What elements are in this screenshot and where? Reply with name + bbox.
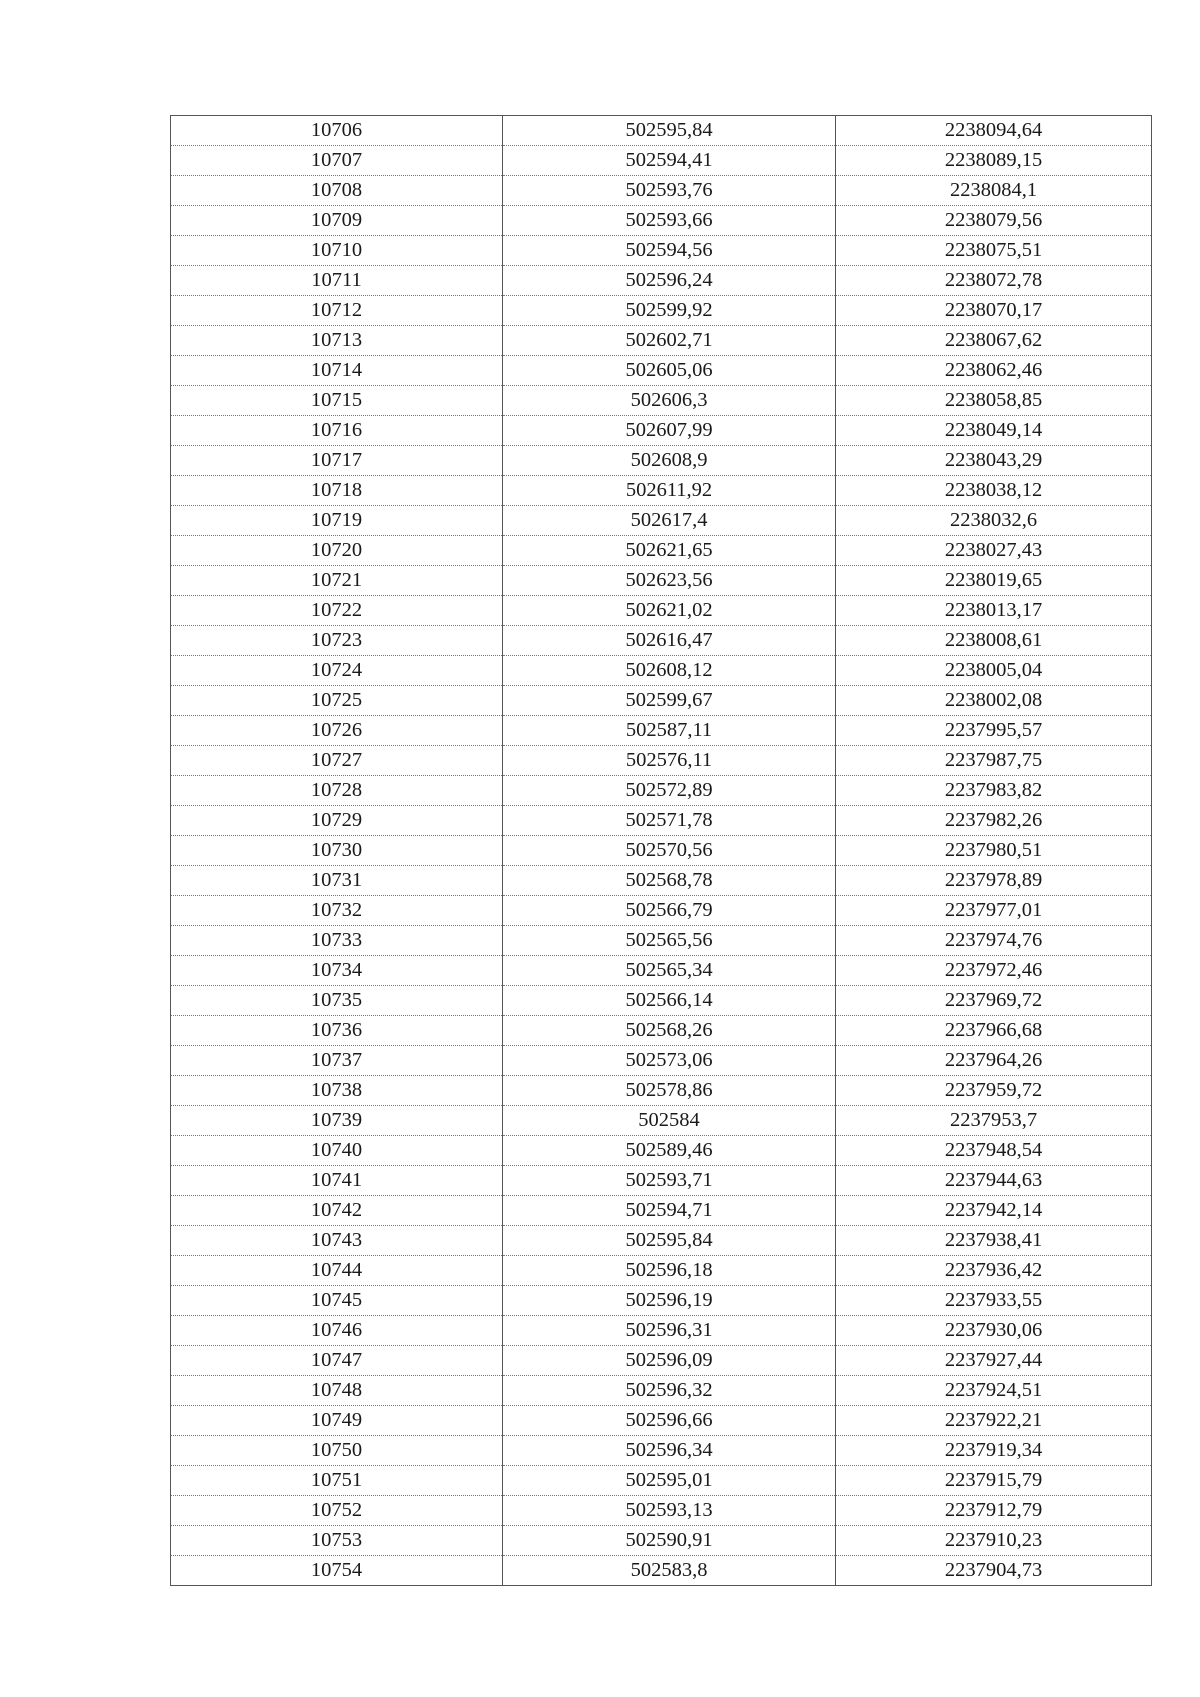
point-number-cell: 10736: [171, 1016, 503, 1046]
y-coordinate-cell: 2238094,64: [836, 116, 1152, 146]
y-coordinate-cell: 2238043,29: [836, 446, 1152, 476]
y-coordinate-cell: 2237938,41: [836, 1226, 1152, 1256]
x-coordinate-cell: 502571,78: [503, 806, 836, 836]
x-coordinate-cell: 502572,89: [503, 776, 836, 806]
point-number-cell: 10717: [171, 446, 503, 476]
y-coordinate-cell: 2238079,56: [836, 206, 1152, 236]
y-coordinate-cell: 2237936,42: [836, 1256, 1152, 1286]
y-coordinate-cell: 2238089,15: [836, 146, 1152, 176]
point-number-cell: 10741: [171, 1166, 503, 1196]
y-coordinate-cell: 2237944,63: [836, 1166, 1152, 1196]
table-row: [171, 1526, 1152, 1556]
table-row: [171, 626, 1152, 656]
table-row: [171, 176, 1152, 206]
x-coordinate-cell: 502596,66: [503, 1406, 836, 1436]
point-number-cell: 10719: [171, 506, 503, 536]
table-row: [171, 1436, 1152, 1466]
table-row: [171, 836, 1152, 866]
y-coordinate-cell: 2237942,14: [836, 1196, 1152, 1226]
point-number-cell: 10751: [171, 1466, 503, 1496]
table-row: [171, 1256, 1152, 1286]
table-row: [171, 1466, 1152, 1496]
point-number-cell: 10735: [171, 986, 503, 1016]
table-row: [171, 1406, 1152, 1436]
y-coordinate-cell: 2237904,73: [836, 1556, 1152, 1586]
table-row: [171, 896, 1152, 926]
y-coordinate-cell: 2238002,08: [836, 686, 1152, 716]
x-coordinate-cell: 502599,67: [503, 686, 836, 716]
x-coordinate-cell: 502578,86: [503, 1076, 836, 1106]
table-row: [171, 866, 1152, 896]
y-coordinate-cell: 2237987,75: [836, 746, 1152, 776]
point-number-cell: 10753: [171, 1526, 503, 1556]
point-number-cell: 10752: [171, 1496, 503, 1526]
x-coordinate-cell: 502573,06: [503, 1046, 836, 1076]
x-coordinate-cell: 502599,92: [503, 296, 836, 326]
table-row: [171, 206, 1152, 236]
y-coordinate-cell: 2237995,57: [836, 716, 1152, 746]
point-number-cell: 10742: [171, 1196, 503, 1226]
table-row: [171, 926, 1152, 956]
coordinates-table-body: [171, 116, 1152, 1586]
x-coordinate-cell: 502595,84: [503, 116, 836, 146]
point-number-cell: 10708: [171, 176, 503, 206]
y-coordinate-cell: 2237953,7: [836, 1106, 1152, 1136]
x-coordinate-cell: 502566,14: [503, 986, 836, 1016]
x-coordinate-cell: 502590,91: [503, 1526, 836, 1556]
y-coordinate-cell: 2237969,72: [836, 986, 1152, 1016]
table-row: [171, 536, 1152, 566]
x-coordinate-cell: 502608,9: [503, 446, 836, 476]
x-coordinate-cell: 502570,56: [503, 836, 836, 866]
x-coordinate-cell: 502596,09: [503, 1346, 836, 1376]
x-coordinate-cell: 502605,06: [503, 356, 836, 386]
table-row: [171, 236, 1152, 266]
point-number-cell: 10747: [171, 1346, 503, 1376]
x-coordinate-cell: 502594,41: [503, 146, 836, 176]
point-number-cell: 10734: [171, 956, 503, 986]
y-coordinate-cell: 2238072,78: [836, 266, 1152, 296]
y-coordinate-cell: 2237930,06: [836, 1316, 1152, 1346]
x-coordinate-cell: 502621,65: [503, 536, 836, 566]
table-row: [171, 416, 1152, 446]
x-coordinate-cell: 502623,56: [503, 566, 836, 596]
table-row: [171, 716, 1152, 746]
point-number-cell: 10715: [171, 386, 503, 416]
y-coordinate-cell: 2237915,79: [836, 1466, 1152, 1496]
table-row: [171, 1166, 1152, 1196]
y-coordinate-cell: 2238019,65: [836, 566, 1152, 596]
x-coordinate-cell: 502593,76: [503, 176, 836, 206]
y-coordinate-cell: 2238084,1: [836, 176, 1152, 206]
x-coordinate-cell: 502596,31: [503, 1316, 836, 1346]
point-number-cell: 10733: [171, 926, 503, 956]
table-row: [171, 566, 1152, 596]
table-row: [171, 446, 1152, 476]
point-number-cell: 10731: [171, 866, 503, 896]
y-coordinate-cell: 2237964,26: [836, 1046, 1152, 1076]
y-coordinate-cell: 2237927,44: [836, 1346, 1152, 1376]
x-coordinate-cell: 502593,71: [503, 1166, 836, 1196]
y-coordinate-cell: 2237972,46: [836, 956, 1152, 986]
point-number-cell: 10727: [171, 746, 503, 776]
table-row: [171, 686, 1152, 716]
y-coordinate-cell: 2237974,76: [836, 926, 1152, 956]
table-row: [171, 746, 1152, 776]
x-coordinate-cell: 502621,02: [503, 596, 836, 626]
y-coordinate-cell: 2238049,14: [836, 416, 1152, 446]
point-number-cell: 10746: [171, 1316, 503, 1346]
point-number-cell: 10710: [171, 236, 503, 266]
point-number-cell: 10728: [171, 776, 503, 806]
table-row: [171, 326, 1152, 356]
point-number-cell: 10723: [171, 626, 503, 656]
table-row: [171, 1196, 1152, 1226]
table-row: [171, 116, 1152, 146]
y-coordinate-cell: 2237924,51: [836, 1376, 1152, 1406]
point-number-cell: 10737: [171, 1046, 503, 1076]
y-coordinate-cell: 2237910,23: [836, 1526, 1152, 1556]
x-coordinate-cell: 502594,56: [503, 236, 836, 266]
table-row: [171, 146, 1152, 176]
table-row: [171, 1106, 1152, 1136]
x-coordinate-cell: 502593,13: [503, 1496, 836, 1526]
y-coordinate-cell: 2237933,55: [836, 1286, 1152, 1316]
table-row: [171, 1076, 1152, 1106]
table-row: [171, 1376, 1152, 1406]
x-coordinate-cell: 502596,32: [503, 1376, 836, 1406]
y-coordinate-cell: 2238062,46: [836, 356, 1152, 386]
y-coordinate-cell: 2238008,61: [836, 626, 1152, 656]
point-number-cell: 10707: [171, 146, 503, 176]
table-row: [171, 956, 1152, 986]
x-coordinate-cell: 502576,11: [503, 746, 836, 776]
table-row: [171, 1046, 1152, 1076]
table-row: [171, 776, 1152, 806]
point-number-cell: 10718: [171, 476, 503, 506]
table-row: [171, 356, 1152, 386]
table-row: [171, 1136, 1152, 1166]
y-coordinate-cell: 2237966,68: [836, 1016, 1152, 1046]
point-number-cell: 10743: [171, 1226, 503, 1256]
point-number-cell: 10709: [171, 206, 503, 236]
x-coordinate-cell: 502568,26: [503, 1016, 836, 1046]
y-coordinate-cell: 2238067,62: [836, 326, 1152, 356]
x-coordinate-cell: 502608,12: [503, 656, 836, 686]
x-coordinate-cell: 502602,71: [503, 326, 836, 356]
x-coordinate-cell: 502583,8: [503, 1556, 836, 1586]
table-row: [171, 1226, 1152, 1256]
point-number-cell: 10749: [171, 1406, 503, 1436]
point-number-cell: 10739: [171, 1106, 503, 1136]
table-row: [171, 476, 1152, 506]
x-coordinate-cell: 502589,46: [503, 1136, 836, 1166]
y-coordinate-cell: 2237977,01: [836, 896, 1152, 926]
table-row: [171, 1316, 1152, 1346]
x-coordinate-cell: 502594,71: [503, 1196, 836, 1226]
x-coordinate-cell: 502616,47: [503, 626, 836, 656]
point-number-cell: 10712: [171, 296, 503, 326]
x-coordinate-cell: 502596,18: [503, 1256, 836, 1286]
table-row: [171, 986, 1152, 1016]
point-number-cell: 10754: [171, 1556, 503, 1586]
point-number-cell: 10745: [171, 1286, 503, 1316]
table-row: [171, 1496, 1152, 1526]
y-coordinate-cell: 2237980,51: [836, 836, 1152, 866]
point-number-cell: 10750: [171, 1436, 503, 1466]
table-row: [171, 1346, 1152, 1376]
x-coordinate-cell: 502617,4: [503, 506, 836, 536]
point-number-cell: 10716: [171, 416, 503, 446]
x-coordinate-cell: 502593,66: [503, 206, 836, 236]
y-coordinate-cell: 2237912,79: [836, 1496, 1152, 1526]
y-coordinate-cell: 2237922,21: [836, 1406, 1152, 1436]
point-number-cell: 10748: [171, 1376, 503, 1406]
x-coordinate-cell: 502606,3: [503, 386, 836, 416]
table-row: [171, 266, 1152, 296]
table-row: [171, 596, 1152, 626]
y-coordinate-cell: 2237959,72: [836, 1076, 1152, 1106]
point-number-cell: 10744: [171, 1256, 503, 1286]
y-coordinate-cell: 2237978,89: [836, 866, 1152, 896]
x-coordinate-cell: 502565,34: [503, 956, 836, 986]
point-number-cell: 10722: [171, 596, 503, 626]
y-coordinate-cell: 2238058,85: [836, 386, 1152, 416]
point-number-cell: 10725: [171, 686, 503, 716]
x-coordinate-cell: 502596,34: [503, 1436, 836, 1466]
y-coordinate-cell: 2237983,82: [836, 776, 1152, 806]
y-coordinate-cell: 2238005,04: [836, 656, 1152, 686]
table-row: [171, 806, 1152, 836]
y-coordinate-cell: 2238038,12: [836, 476, 1152, 506]
y-coordinate-cell: 2237948,54: [836, 1136, 1152, 1166]
y-coordinate-cell: 2237919,34: [836, 1436, 1152, 1466]
x-coordinate-cell: 502565,56: [503, 926, 836, 956]
x-coordinate-cell: 502596,19: [503, 1286, 836, 1316]
y-coordinate-cell: 2237982,26: [836, 806, 1152, 836]
x-coordinate-cell: 502595,84: [503, 1226, 836, 1256]
x-coordinate-cell: 502595,01: [503, 1466, 836, 1496]
table-row: [171, 1556, 1152, 1586]
point-number-cell: 10732: [171, 896, 503, 926]
point-number-cell: 10738: [171, 1076, 503, 1106]
table-row: [171, 1286, 1152, 1316]
x-coordinate-cell: 502587,11: [503, 716, 836, 746]
table-row: [171, 386, 1152, 416]
x-coordinate-cell: 502584: [503, 1106, 836, 1136]
point-number-cell: 10706: [171, 116, 503, 146]
point-number-cell: 10724: [171, 656, 503, 686]
point-number-cell: 10711: [171, 266, 503, 296]
point-number-cell: 10713: [171, 326, 503, 356]
table-row: [171, 296, 1152, 326]
point-number-cell: 10740: [171, 1136, 503, 1166]
table-row: [171, 1016, 1152, 1046]
x-coordinate-cell: 502596,24: [503, 266, 836, 296]
point-number-cell: 10726: [171, 716, 503, 746]
table-row: [171, 656, 1152, 686]
y-coordinate-cell: 2238013,17: [836, 596, 1152, 626]
coordinates-table: [170, 115, 1152, 1586]
point-number-cell: 10714: [171, 356, 503, 386]
point-number-cell: 10721: [171, 566, 503, 596]
x-coordinate-cell: 502607,99: [503, 416, 836, 446]
x-coordinate-cell: 502568,78: [503, 866, 836, 896]
y-coordinate-cell: 2238075,51: [836, 236, 1152, 266]
point-number-cell: 10720: [171, 536, 503, 566]
point-number-cell: 10730: [171, 836, 503, 866]
y-coordinate-cell: 2238032,6: [836, 506, 1152, 536]
point-number-cell: 10729: [171, 806, 503, 836]
y-coordinate-cell: 2238027,43: [836, 536, 1152, 566]
y-coordinate-cell: 2238070,17: [836, 296, 1152, 326]
table-row: [171, 506, 1152, 536]
x-coordinate-cell: 502611,92: [503, 476, 836, 506]
x-coordinate-cell: 502566,79: [503, 896, 836, 926]
